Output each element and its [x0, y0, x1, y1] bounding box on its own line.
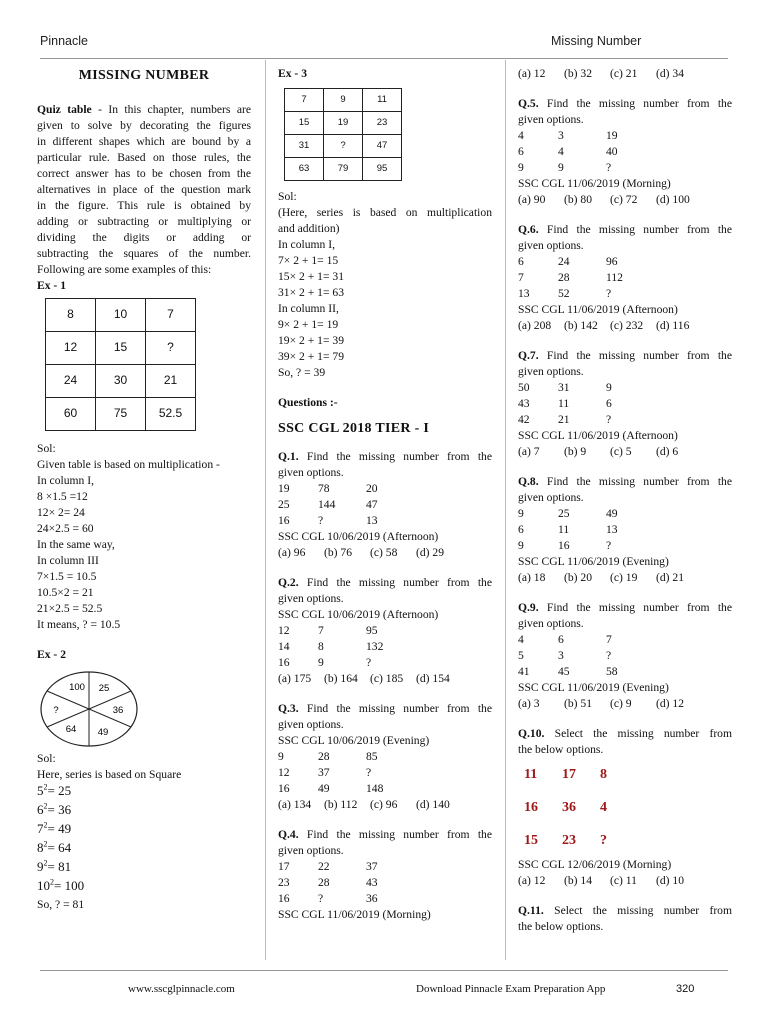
number-row: 16 36 4 — [524, 799, 607, 815]
questions-label: Questions :- — [278, 396, 338, 409]
answer-options: (a) 208 (b) 142 (c) 232 (d) 116 — [518, 319, 690, 332]
intro-line: given to solve by decorating the figures — [37, 118, 251, 132]
solution-line: In column II, — [278, 302, 339, 315]
answer-options: (a) 96 (b) 76 (c) 58 (d) 29 — [278, 545, 445, 559]
answer-options: (a) 12 (b) 32 (c) 21 (d) 34 — [518, 67, 685, 80]
solution-line: 7× 2 + 1= 15 — [278, 254, 339, 267]
solution-line: In column I, — [37, 473, 94, 487]
table-cell: 24 — [46, 364, 96, 397]
table-cell: 30 — [96, 364, 146, 397]
square-line: $6^2= 36$ — [37, 801, 72, 817]
question-5: Q.5. Find the missing number from the — [518, 97, 732, 110]
intro-line: adding or subtracting or multiplying or — [37, 214, 251, 228]
number-row: 11 17 8 — [524, 766, 607, 782]
number-row: 23 28 43 — [278, 875, 378, 889]
solution-line: 31× 2 + 1= 63 — [278, 286, 344, 299]
question-source: SSC CGL 12/06/2019 (Morning) — [518, 858, 672, 871]
intro-line: correct answer has to be chosen from the — [37, 166, 251, 180]
solution-line: 24×2.5 = 60 — [37, 521, 94, 535]
square-line: $8^2= 64$ — [37, 839, 72, 855]
table-cell: 7 — [285, 89, 324, 112]
header-right: Missing Number — [551, 34, 642, 48]
number-row: 16 9 ? — [278, 655, 372, 669]
table-cell: 11 — [363, 89, 402, 112]
page-title: MISSING NUMBER — [78, 68, 210, 83]
intro-line: Quiz table - In this chapter, numbers are — [37, 102, 251, 116]
number-row: 42 21 ? — [518, 413, 612, 426]
answer-options: (a) 134 (b) 112 (c) 96 (d) 140 — [278, 797, 450, 811]
solution-line: So, ? = 39 — [278, 366, 326, 379]
intro-line: in different shapes which are bound by a — [37, 134, 251, 148]
solution-line: It means, ? = 10.5 — [37, 617, 121, 631]
square-line: $9^2= 81$ — [37, 858, 72, 874]
table-cell: 60 — [46, 397, 96, 430]
question-source: SSC CGL 11/06/2019 (Morning) — [518, 177, 671, 190]
question-text: given options. — [278, 843, 344, 857]
answer-options: (a) 90 (b) 80 (c) 72 (d) 100 — [518, 193, 690, 206]
question-source: SSC CGL 10/06/2019 (Evening) — [278, 733, 430, 747]
number-row: 15 23 ? — [524, 832, 607, 848]
question-text: the below options. — [518, 920, 604, 933]
number-row: 50 31 9 — [518, 381, 612, 394]
question-text: the below options. — [518, 743, 604, 756]
intro-line: Following are some examples of this: — [37, 262, 212, 276]
example-2-circle — [39, 669, 139, 749]
question-text: given options. — [518, 617, 584, 630]
question-7: Q.7. Find the missing number from the — [518, 349, 732, 362]
question-source: SSC CGL 11/06/2019 (Afternoon) — [518, 429, 678, 442]
section-heading: SSC CGL 2018 TIER - I — [278, 421, 430, 436]
number-row: 5 3 ? — [518, 649, 612, 662]
number-row: 6 24 96 — [518, 255, 618, 268]
table-cell: 75 — [96, 397, 146, 430]
solution-line: 9× 2 + 1= 19 — [278, 318, 339, 331]
question-source: SSC CGL 11/06/2019 (Evening) — [518, 555, 669, 568]
number-row: 12 37 ? — [278, 765, 372, 779]
question-text: given options. — [278, 717, 344, 731]
table-cell: 95 — [363, 158, 402, 181]
square-line: $10^2= 100$ — [37, 877, 85, 893]
question-10: Q.10. Select the missing number from — [518, 727, 732, 740]
number-row: 43 11 6 — [518, 397, 612, 410]
question-text: given options. — [518, 113, 584, 126]
table-cell: 8 — [46, 298, 96, 331]
example-3-table — [284, 88, 402, 181]
table-cell: 15 — [285, 112, 324, 135]
solution-line: 19× 2 + 1= 39 — [278, 334, 344, 347]
number-row: 16 ? 13 — [278, 513, 378, 527]
solution-line: Here, series is based on Square — [37, 767, 182, 781]
page-number: 320 — [676, 983, 695, 995]
number-row: 14 8 132 — [278, 639, 384, 653]
solution-line: In the same way, — [37, 537, 115, 551]
table-cell: 52.5 — [146, 397, 196, 430]
circle-value: 100 — [69, 681, 85, 693]
table-cell: 79 — [324, 158, 363, 181]
table-cell: 23 — [363, 112, 402, 135]
solution-line: 12× 2= 24 — [37, 505, 85, 519]
table-cell: 10 — [96, 298, 146, 331]
question-text: given options. — [518, 491, 584, 504]
answer-options: (a) 175 (b) 164 (c) 185 (d) 154 — [278, 671, 450, 685]
question-text: given options. — [518, 239, 584, 252]
circle-value: ? — [53, 704, 59, 716]
question-2: Q.2. Find the missing number from the — [278, 575, 492, 589]
table-cell: 19 — [324, 112, 363, 135]
circle-value: 25 — [98, 682, 110, 694]
question-text: given options. — [278, 465, 344, 479]
number-row: 9 25 49 — [518, 507, 618, 520]
question-11: Q.11. Select the missing number from — [518, 904, 732, 917]
intro-line: alternatives in place of the question mark — [37, 182, 251, 196]
table-cell: 21 — [146, 364, 196, 397]
square-line: $5^2= 25$ — [37, 782, 72, 798]
question-8: Q.8. Find the missing number from the — [518, 475, 732, 488]
solution-line: Sol: — [278, 190, 297, 203]
number-row: 19 78 20 — [278, 481, 378, 495]
column-divider-1 — [265, 60, 266, 960]
number-row: 25 144 47 — [278, 497, 378, 511]
number-row: 4 3 19 — [518, 129, 618, 142]
solution-line: 7×1.5 = 10.5 — [37, 569, 97, 583]
example-2-label: Ex - 2 — [37, 647, 66, 661]
question-source: SSC CGL 11/06/2019 (Afternoon) — [518, 303, 678, 316]
number-row: 4 6 7 — [518, 633, 612, 646]
table-cell: 15 — [96, 331, 146, 364]
table-cell: 63 — [285, 158, 324, 181]
solution-line: 21×2.5 = 52.5 — [37, 601, 103, 615]
number-row: 13 52 ? — [518, 287, 612, 300]
table-cell: 9 — [324, 89, 363, 112]
example-1-label: Ex - 1 — [37, 278, 66, 292]
number-row: 6 11 13 — [518, 523, 618, 536]
solution-line: So, ? = 81 — [37, 897, 85, 911]
solution-line: and addition) — [278, 222, 340, 235]
table-cell: 31 — [285, 135, 324, 158]
number-row: 6 4 40 — [518, 145, 618, 158]
number-row: 16 49 148 — [278, 781, 384, 795]
table-cell: 12 — [46, 331, 96, 364]
intro-line: subtracting the squares of the number. — [37, 246, 251, 260]
question-source: SSC CGL 11/06/2019 (Morning) — [278, 907, 431, 921]
solution-line: Sol: — [37, 441, 56, 455]
question-text: given options. — [278, 591, 344, 605]
table-cell: 47 — [363, 135, 402, 158]
solution-line: 15× 2 + 1= 31 — [278, 270, 344, 283]
header-left: Pinnacle — [40, 34, 88, 48]
footer-app-promo: Download Pinnacle Exam Preparation App — [416, 983, 606, 995]
question-9: Q.9. Find the missing number from the — [518, 601, 732, 614]
number-row: 17 22 37 — [278, 859, 378, 873]
square-line: $7^2= 49$ — [37, 820, 72, 836]
answer-options: (a) 12 (b) 14 (c) 11 (d) 10 — [518, 874, 685, 887]
header-rule — [40, 58, 728, 59]
solution-line: In column I, — [278, 238, 335, 251]
footer-rule — [40, 970, 728, 971]
column-2 — [278, 66, 492, 923]
example-3-label: Ex - 3 — [278, 67, 307, 80]
example-1-table — [45, 298, 196, 431]
answer-options: (a) 7 (b) 9 (c) 5 (d) 6 — [518, 445, 679, 458]
number-row: 12 7 95 — [278, 623, 378, 637]
intro-line: in the figure. This rule is obtained by — [37, 198, 251, 212]
solution-line: (Here, series is based on multiplication — [278, 206, 492, 219]
number-row: 7 28 112 — [518, 271, 623, 284]
solution-line: 10.5×2 = 21 — [37, 585, 94, 599]
column-1 — [37, 66, 251, 913]
number-row: 9 28 85 — [278, 749, 378, 763]
question-text: given options. — [518, 365, 584, 378]
solution-line: In column III — [37, 553, 99, 567]
question-6: Q.6. Find the missing number from the — [518, 223, 732, 236]
answer-options: (a) 3 (b) 51 (c) 9 (d) 12 — [518, 697, 685, 710]
number-row: 16 ? 36 — [278, 891, 378, 905]
table-cell: ? — [146, 331, 196, 364]
question-1: Q.1. Find the missing number from the — [278, 449, 492, 463]
solution-line: 8 ×1.5 =12 — [37, 489, 88, 503]
solution-line: 39× 2 + 1= 79 — [278, 350, 344, 363]
solution-line: Sol: — [37, 751, 56, 765]
question-source: SSC CGL 10/06/2019 (Afternoon) — [278, 529, 439, 543]
solution-line: Given table is based on multiplication - — [37, 457, 220, 471]
number-row: 41 45 58 — [518, 665, 618, 678]
answer-options: (a) 18 (b) 20 (c) 19 (d) 21 — [518, 571, 685, 584]
intro-line: dividing the digits or adding or — [37, 230, 251, 244]
intro-line: particular rule. Based on those rules, the — [37, 150, 251, 164]
table-cell: ? — [324, 135, 363, 158]
circle-value: 36 — [112, 704, 124, 716]
column-divider-2 — [505, 60, 506, 960]
circle-value: 49 — [97, 726, 109, 738]
column-3 — [518, 66, 732, 935]
footer-website[interactable]: www.sscglpinnacle.com — [128, 983, 235, 995]
number-row: 9 16 ? — [518, 539, 612, 552]
question-source: SSC CGL 10/06/2019 (Afternoon) — [278, 607, 439, 621]
question-4: Q.4. Find the missing number from the — [278, 827, 492, 841]
question-source: SSC CGL 11/06/2019 (Evening) — [518, 681, 669, 694]
number-row: 9 9 ? — [518, 161, 612, 174]
circle-value: 64 — [65, 723, 77, 735]
question-3: Q.3. Find the missing number from the — [278, 701, 492, 715]
table-cell: 7 — [146, 298, 196, 331]
